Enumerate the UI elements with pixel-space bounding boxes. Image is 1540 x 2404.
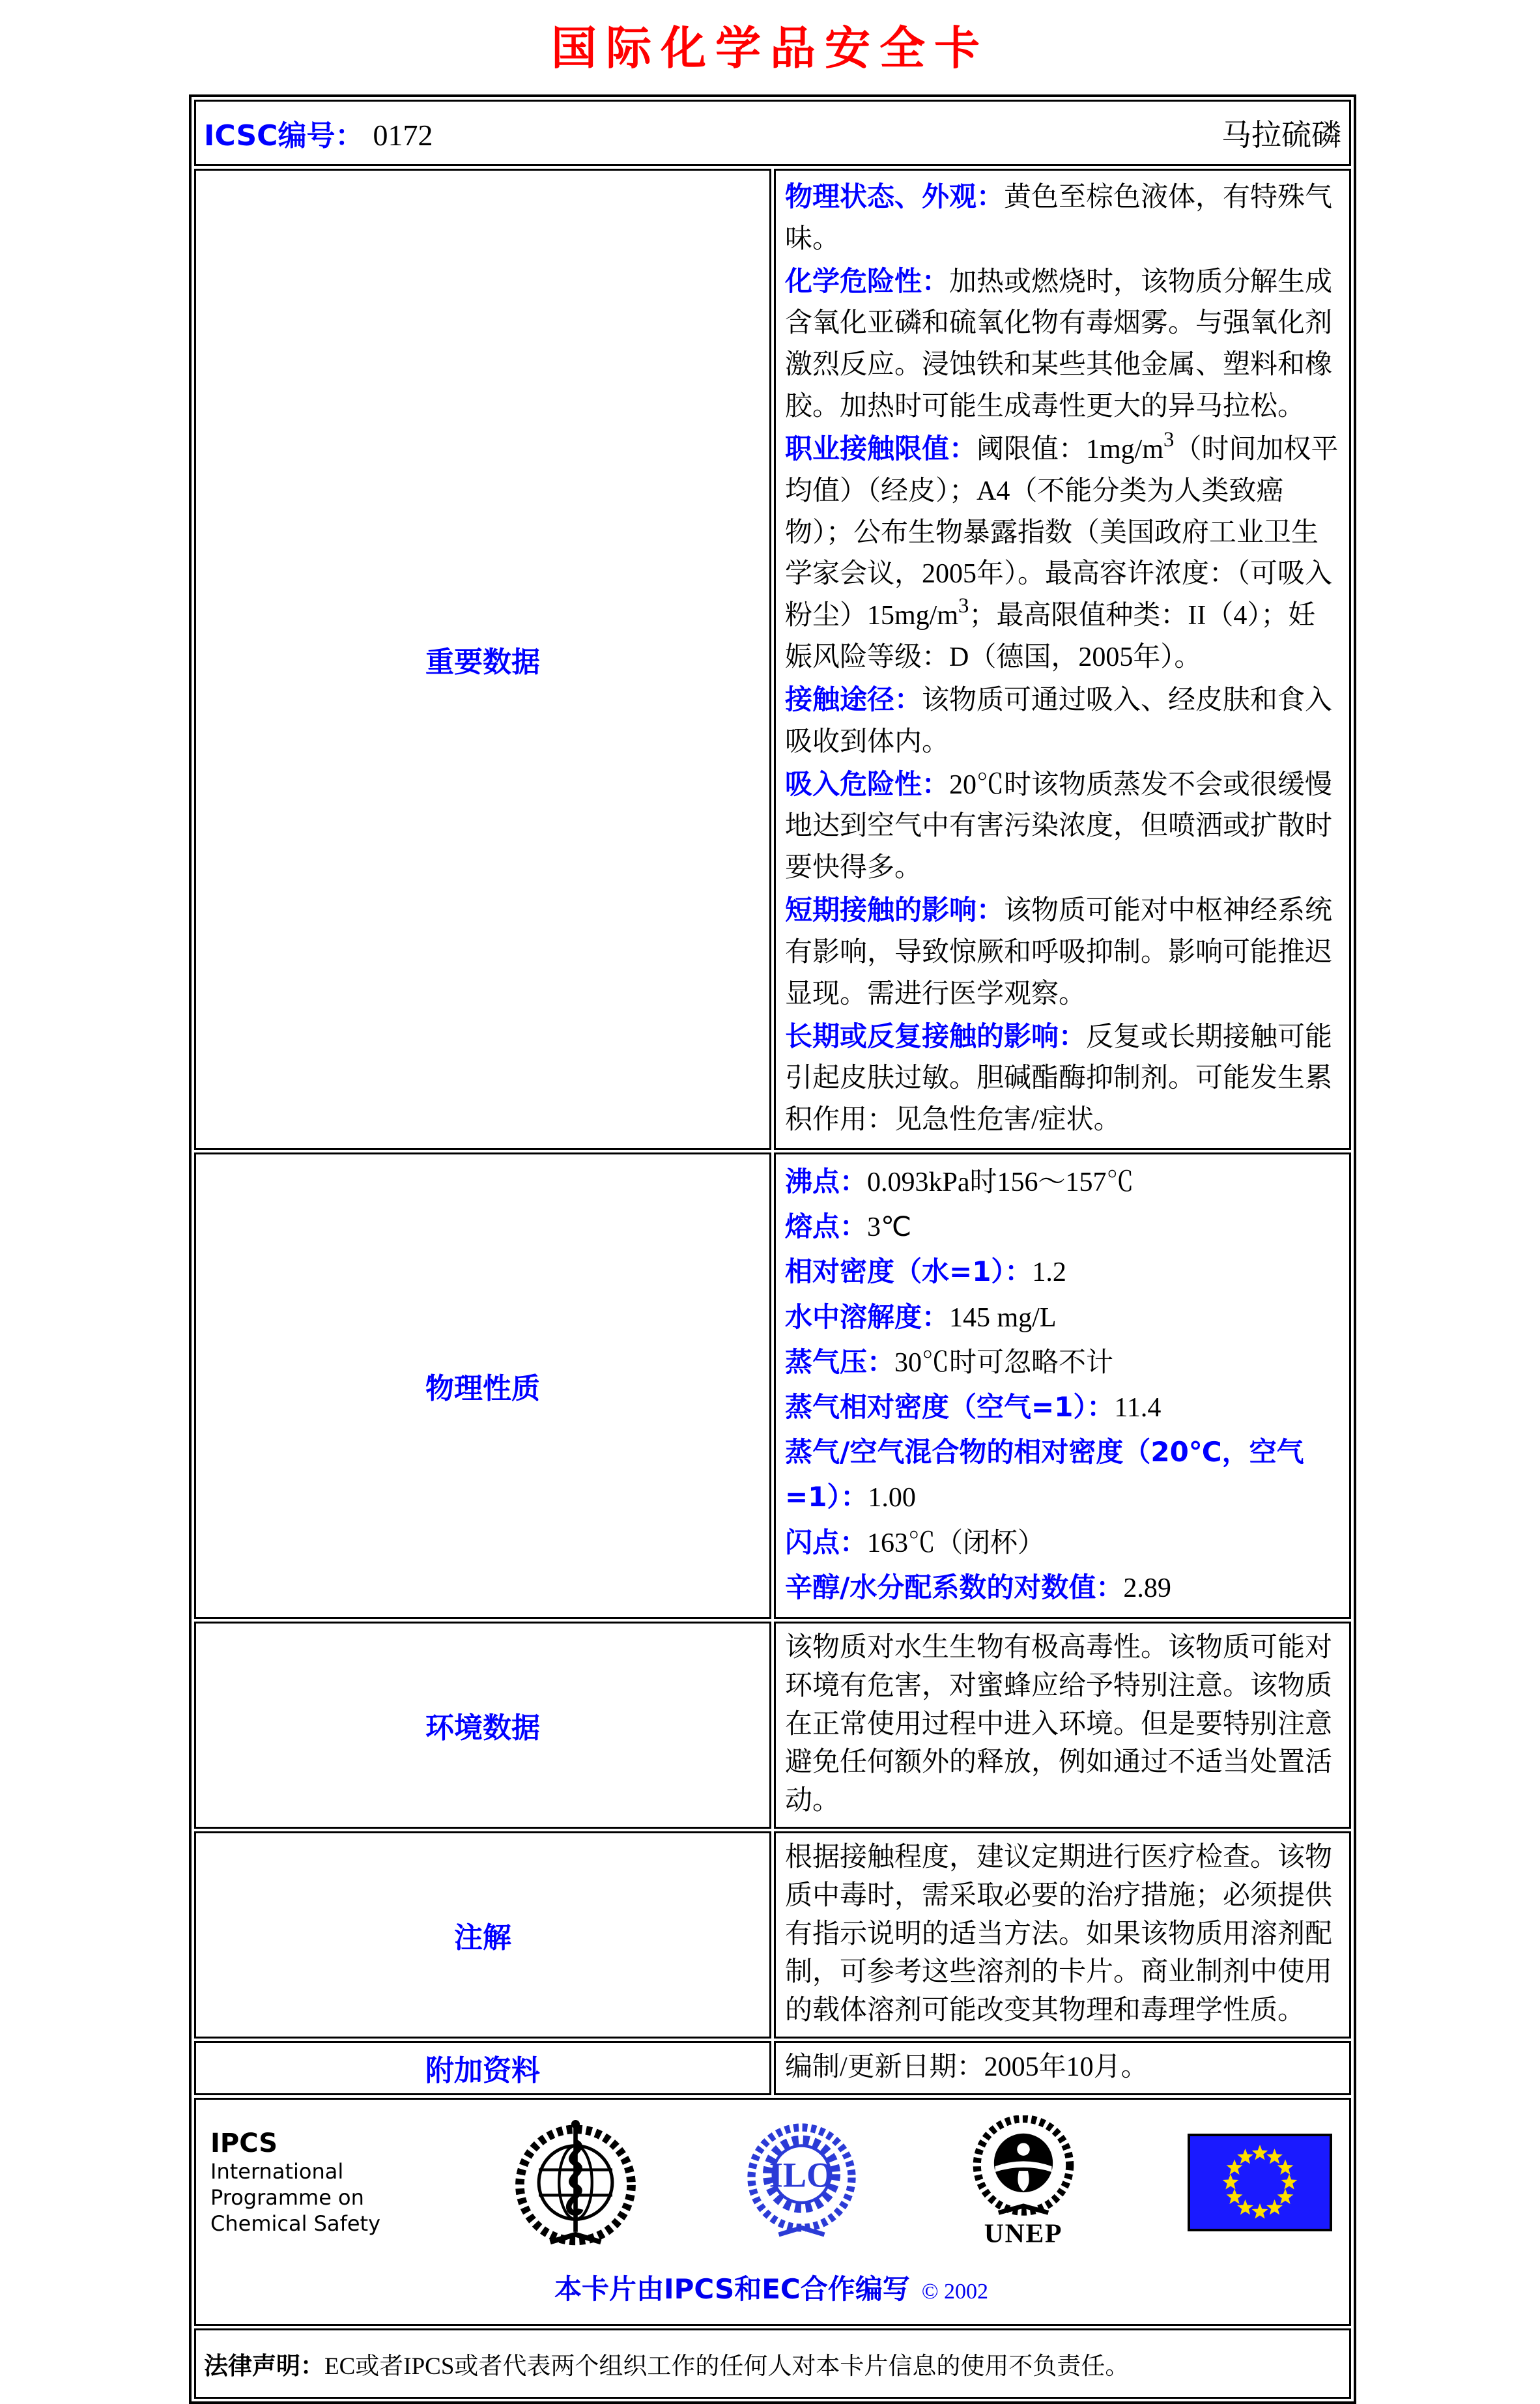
item-text: 20℃时该物质蒸发不会或很缓慢地达到空气中有害污染浓度，但喷洒或扩散时要快得多。 (785, 769, 1333, 883)
item-label: 长期或反复接触的影响： (785, 1020, 1087, 1052)
item-label: 接触途径： (785, 683, 922, 715)
logos-row (194, 2098, 1351, 2326)
section-label-physical-properties: 物理性质 (194, 1152, 771, 1619)
item-text: 阈限值：1mg/m (977, 434, 1164, 465)
physical-properties-content (774, 1152, 1351, 1619)
additional-info-row (194, 2041, 1351, 2095)
unep-label: UNEP (984, 2218, 1062, 2249)
superscript: 3 (958, 594, 969, 618)
prop-label: 蒸气/空气混合物的相对密度（20℃，空气=1）： (785, 1436, 1304, 1513)
item-text: 该物质可能对中枢神经系统有影响，导致惊厥和呼吸抑制。影响可能推迟显现。需进行医学观察。 (785, 896, 1333, 1009)
prop-value: 145 mg/L (949, 1302, 1057, 1333)
item-label: 物理状态、外观： (785, 180, 1005, 212)
prop-value: 0.093kPa时156～157℃ (867, 1167, 1134, 1198)
who-logo-icon (512, 2114, 639, 2251)
item-label: 职业接触限值： (785, 432, 977, 465)
item-exposure-routes (785, 679, 1339, 764)
section-label-additional-info: 附加资料 (194, 2041, 771, 2095)
item-label: 短期接触的影响： (785, 894, 1005, 926)
prop-relative-density (785, 1250, 1339, 1295)
physical-properties-row (194, 1152, 1351, 1619)
item-label: 吸入危险性： (785, 767, 950, 800)
credit-text: 本卡片由IPCS和EC合作编写 (554, 2272, 910, 2305)
prop-label: 熔点： (785, 1210, 868, 1243)
item-text: 加热或燃烧时，该物质分解生成含氧化亚磷和硫氧化物有毒烟雾。与强氧化剂激烈反应。浸蚀铁和某些其他金属、塑料和橡胶。加热时可能生成毒性更大的异马拉松。 (785, 266, 1333, 422)
legal-cell (194, 2328, 1351, 2399)
icsc-number-value: 0172 (373, 119, 433, 152)
prop-vapor-pressure (785, 1340, 1339, 1385)
prop-value: 2.89 (1123, 1573, 1171, 1603)
prop-value: 30℃时可忽略不计 (894, 1347, 1114, 1378)
unep-logo-icon (965, 2115, 1082, 2249)
ipcs-line: Chemical Safety (210, 2211, 380, 2236)
ilo-logo-icon (745, 2122, 859, 2242)
header-cell (194, 100, 1351, 166)
prop-label: 闪点： (785, 1526, 868, 1558)
superscript: 3 (1163, 427, 1175, 451)
ipcs-line: Programme on (210, 2184, 364, 2210)
svg-text:ILO: ILO (769, 2155, 834, 2195)
item-chemical-danger (785, 261, 1339, 428)
item-text: （时间加权平均值）（经皮）；A4（不能分类为人类致癌物）；公布生物暴露指数（美国政府工业卫生学家会议，2005年）。最高容许浓度：（可吸入粉尘）15mg/m (785, 434, 1339, 631)
copyright-text: © 2002 (921, 2279, 989, 2304)
section-label-important-data: 重要数据 (194, 169, 771, 1150)
item-text: 反复或长期接触可能引起皮肤过敏。胆碱酯酶抑制剂。可能发生累积作用：见急性危害/症状。 (785, 1022, 1333, 1136)
item-long-term-effects (785, 1016, 1339, 1141)
prop-label: 蒸气相对密度（空气=1）： (785, 1390, 1115, 1423)
prop-value: 1.2 (1032, 1257, 1066, 1288)
eu-flag-icon (1188, 2134, 1332, 2231)
prop-label: 沸点： (785, 1166, 868, 1198)
item-short-term-effects (785, 889, 1339, 1015)
prop-label: 辛醇/水分配系数的对数值： (785, 1571, 1124, 1603)
important-data-row (194, 169, 1351, 1150)
prop-label: 蒸气压： (785, 1345, 895, 1378)
item-occupational-limits (785, 428, 1339, 679)
environmental-data-content: 该物质对水生生物有极高毒性。该物质可能对环境有危害，对蜜蜂应给予特别注意。该物质在正常使用过程中进入环境。但是要特别注意避免任何额外的释放，例如通过不适当处置活动。 (774, 1622, 1351, 1829)
prop-label: 相对密度（水=1）： (785, 1255, 1033, 1288)
prop-water-solubility (785, 1295, 1339, 1340)
prop-value: 163℃（闭杯） (867, 1528, 1046, 1558)
prop-label: 水中溶解度： (785, 1300, 950, 1333)
ipcs-line: International (210, 2158, 344, 2184)
additional-info-content: 编制/更新日期：2005年10月。 (774, 2041, 1351, 2095)
notes-content: 根据接触程度，建议定期进行医疗检查。该物质中毒时，需采取必要的治疗措施；必须提供有指示说明的适当方法。如果该物质用溶剂配制，可参考这些溶剂的卡片。商业制剂中使用的载体溶剂可能改变其物理和毒理学性质。 (774, 1831, 1351, 2039)
chemical-name: 马拉硫磷 (1221, 119, 1341, 152)
prop-boiling-point (785, 1160, 1339, 1205)
item-text: 该物质可通过吸入、经皮肤和食入吸收到体内。 (785, 685, 1333, 757)
legal-text: EC或者IPCS或者代表两个组织工作的任何人对本卡片信息的使用不负责任。 (324, 2353, 1130, 2380)
item-physical-state (785, 176, 1339, 261)
item-text: 黄色至棕色液体，有特殊气味。 (785, 182, 1333, 254)
section-label-environmental-data: 环境数据 (194, 1622, 771, 1829)
ipcs-text-block (210, 2128, 406, 2237)
prop-value: 3℃ (867, 1212, 912, 1243)
notes-row (194, 1831, 1351, 2039)
icsc-card-table (189, 94, 1356, 2404)
prop-octanol-water-coefficient (785, 1566, 1339, 1610)
ipcs-title: IPCS (210, 2128, 278, 2158)
item-label: 化学危险性： (785, 265, 950, 297)
prop-vapor-density (785, 1385, 1339, 1430)
prop-value: 1.00 (868, 1483, 916, 1513)
credit-line (210, 2257, 1332, 2317)
logos-cell (194, 2098, 1351, 2326)
legal-label: 法律声明： (204, 2351, 324, 2380)
icsc-number-group (204, 112, 433, 154)
prop-melting-point (785, 1205, 1339, 1250)
important-data-content (774, 169, 1351, 1150)
environmental-data-row (194, 1622, 1351, 1829)
header-row (194, 100, 1351, 166)
item-inhalation-risk (785, 764, 1339, 889)
icsc-number-label: ICSC编号： (204, 119, 364, 152)
page-title: 国际化学品安全卡 (551, 21, 989, 75)
prop-value: 11.4 (1114, 1392, 1162, 1423)
prop-vapor-air-mixture-density (785, 1430, 1339, 1520)
item-text: ；最高限值种类：II（4）；妊娠风险等级：D（德国，2005年）。 (785, 601, 1316, 673)
prop-flash-point (785, 1521, 1339, 1566)
legal-row (194, 2328, 1351, 2399)
section-label-notes: 注解 (194, 1831, 771, 2039)
